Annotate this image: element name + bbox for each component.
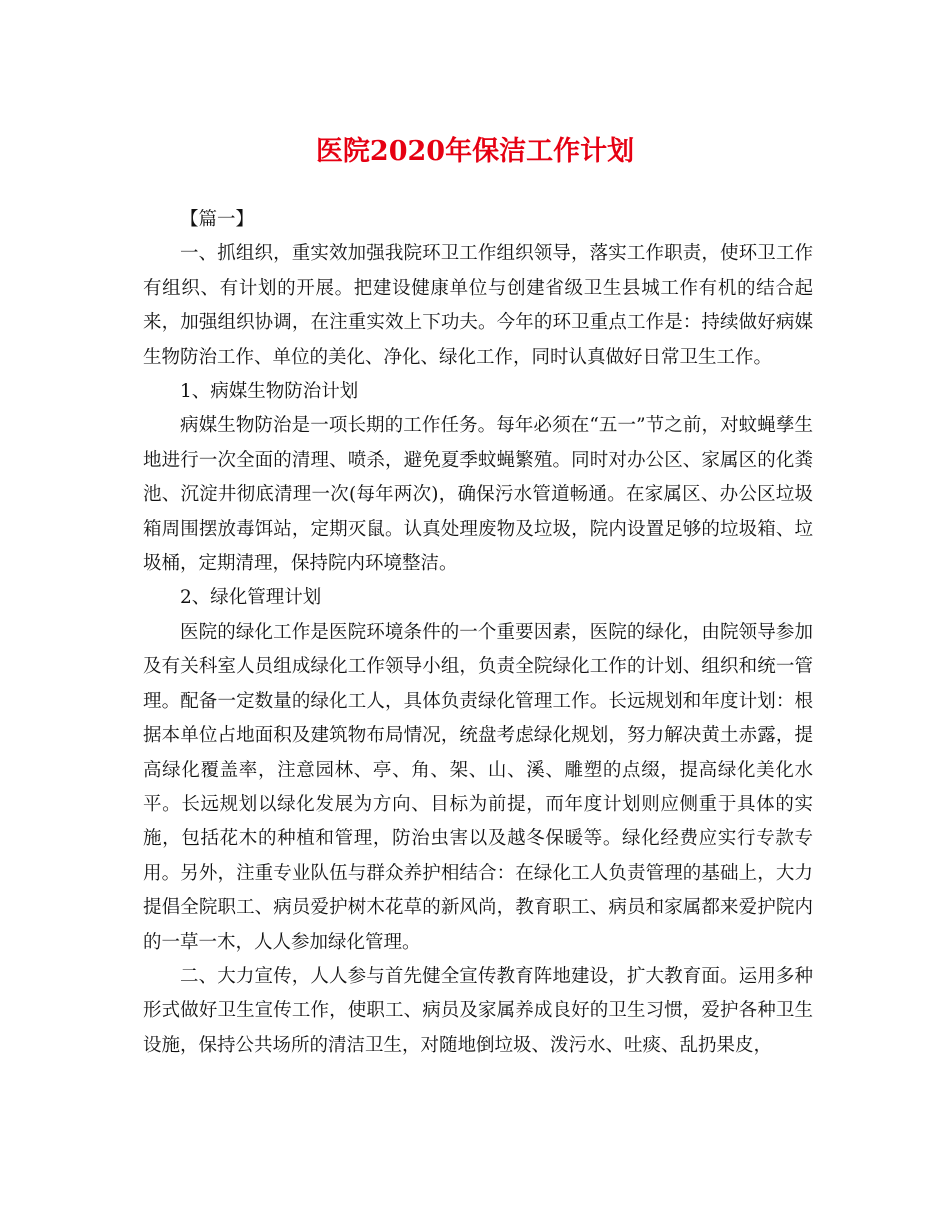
document-title: 医院2020年保洁工作计划 <box>315 136 635 167</box>
paragraph: 医院的绿化工作是医院环境条件的一个重要因素，医院的绿化，由院领导参加及有关科室人员组成绿化工作领导小组，负责全院绿化工作的计划、组织和统一管理。配备一定数量的绿化工人，具体负责绿化管理工作。长远规划和年度计划：根据本单位占地面积及建筑物布局情况，统盘考虑绿化规划，努力解决黄土赤露，提高绿化覆盖率，注意园林、亭、角、架、山、溪、雕塑的点缀，提高绿化美化水平。长远规划以绿化发展为方向、目标为前提，而年度计划则应侧重于具体的实施，包括花木的种植和管理，防治虫害以及越冬保暖等。绿化经费应实行专款专用。另外，注重专业队伍与群众养护相结合：在绿化工人负责管理的基础上，大力提倡全院职工、病员爱护树木花草的新风尚，教育职工、病员和家属都来爱护院内的一草一木，人人参加绿化管理。 <box>143 621 813 953</box>
subheading: 1、病媒生物防治计划 <box>180 381 359 403</box>
paragraph: 病媒生物防治是一项长期的工作任务。每年必须在“五一”节之前，对蚊蝇孳生地进行一次全面的清理、喷杀，避免夏季蚊蝇繁殖。同时对办公区、家属区的化粪池、沉淀井彻底清理一次(每年两次)，确保污水管道畅通。在家属区、办公区垃圾箱周围摆放毒饵站，定期灭鼠。认真处理废物及垃圾，院内设置足够的垃圾箱、垃圾桶，定期清理，保持院内环境整洁。 <box>143 415 813 575</box>
section-label: 【篇一】 <box>180 209 255 230</box>
document-body <box>143 203 813 1063</box>
subheading: 2、绿化管理计划 <box>180 587 322 609</box>
paragraph: 二、大力宣传，人人参与首先健全宣传教育阵地建设，扩大教育面。运用多种形式做好卫生宣传工作，使职工、病员及家属养成良好的卫生习惯，爱护各种卫生设施，保持公共场所的清洁卫生，对随地倒垃圾、泼污水、吐痰、乱扔果皮， <box>143 965 813 1056</box>
paragraph: 一、抓组织，重实效加强我院环卫工作组织领导，落实工作职责，使环卫工作有组织、有计划的开展。把建设健康单位与创建省级卫生县城工作有机的结合起来，加强组织协调，在注重实效上下功夫。今年的环卫重点工作是：持续做好病媒生物防治工作、单位的美化、净化、绿化工作，同时认真做好日常卫生工作。 <box>143 243 813 368</box>
